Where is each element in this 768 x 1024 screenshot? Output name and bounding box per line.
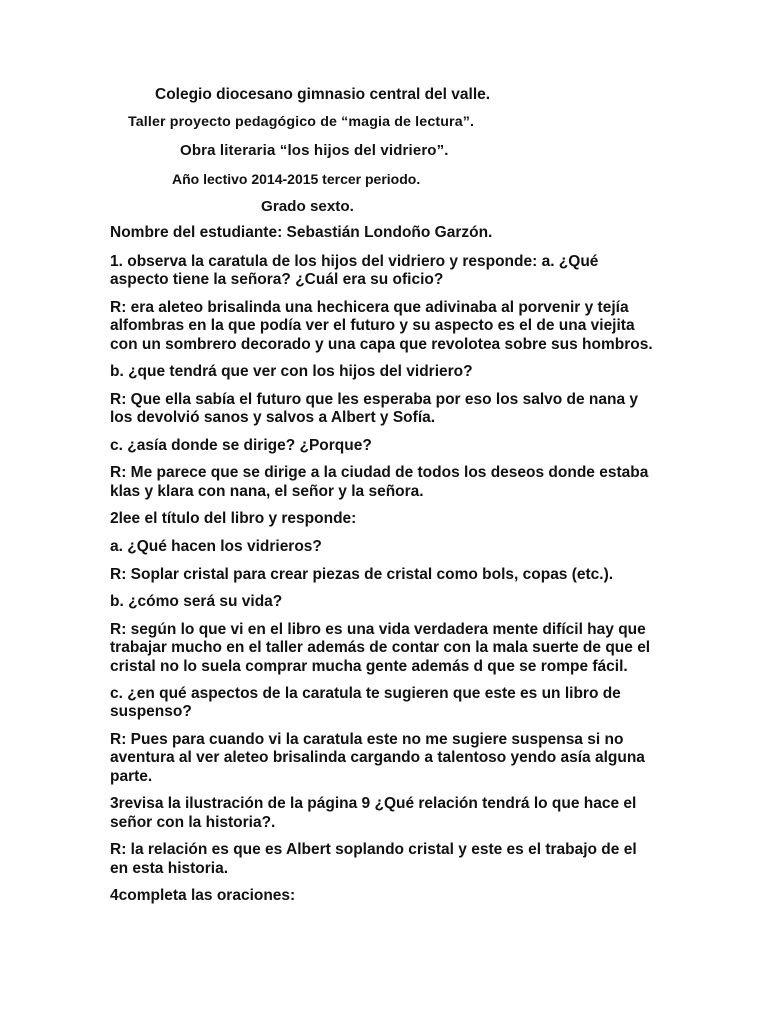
- text-line: c. ¿en qué aspectos de la caratula te sugieren que este es un libro de: [110, 685, 621, 703]
- grade-label: Grado sexto.: [261, 198, 354, 215]
- text-line: klas y klara con nana, el señor y la señora.: [110, 482, 424, 500]
- text-line: R: Que ella sabía el futuro que les esperaba por eso los salvo de nana y: [110, 390, 639, 408]
- question-1c: [110, 437, 730, 455]
- question-1: [110, 253, 730, 290]
- school-name: Colegio diocesano gimnasio central del valle.: [155, 86, 491, 103]
- question-2: [110, 510, 730, 528]
- text-line: alfombras en la que podía ver el futuro y su aspecto es el de una viejita: [110, 317, 635, 335]
- text-line: 4completa las oraciones:: [110, 887, 296, 905]
- text-line: cristal no lo suela comprar mucha gente además d que se rompe fácil.: [110, 657, 628, 675]
- worksheet-body: [110, 253, 730, 915]
- text-line: los devolvió sanos y salvos a Albert y Sofía.: [110, 409, 436, 427]
- text-line: R: era aleteo brisalinda una hechicera que adivinaba al porvenir y tejía: [110, 298, 629, 316]
- text-line: aventura al ver aleteo brisalinda cargando a talentoso yendo asía alguna: [110, 749, 645, 767]
- text-line: parte.: [110, 767, 153, 785]
- text-line: c. ¿asía donde se dirige? ¿Porque?: [110, 436, 372, 454]
- question-1b: [110, 363, 730, 381]
- text-line: a. ¿Qué hacen los vidrieros?: [110, 538, 322, 555]
- student-name-line: Nombre del estudiante: Sebastián Londoño Garzón.: [110, 224, 493, 241]
- literary-work-title: Obra literaria “los hijos del vidriero”.: [180, 142, 449, 159]
- question-2c: [110, 685, 730, 722]
- answer-1a: [110, 299, 730, 354]
- text-line: trabajar mucho en el taller además de contar con la mala suerte de que el: [110, 639, 651, 657]
- question-2a: [110, 538, 730, 556]
- text-line: aspecto tiene la señora? ¿Cuál era su oficio?: [110, 271, 444, 289]
- text-line: R: la relación es que es Albert soplando cristal y este es el trabajo de el: [110, 841, 637, 859]
- text-line: 1. observa la caratula de los hijos del vidriero y responde: a. ¿Qué: [110, 253, 599, 270]
- text-line: 2lee el título del libro y responde:: [110, 510, 357, 528]
- text-line: suspenso?: [110, 703, 192, 721]
- answer-1c: [110, 464, 730, 501]
- text-line: R: según lo que vi en el libro es una vida verdadera mente difícil hay que: [110, 620, 646, 638]
- text-line: b. ¿cómo será su vida?: [110, 593, 283, 611]
- question-2b: [110, 593, 730, 611]
- text-line: en esta historia.: [110, 859, 229, 877]
- project-title: Taller proyecto pedagógico de “magia de lectura”.: [128, 114, 475, 130]
- answer-2c: [110, 731, 730, 786]
- text-line: R: Pues para cuando vi la caratula este no me sugiere suspensa si no: [110, 731, 624, 749]
- text-line: R: Me parece que se dirige a la ciudad de todos los deseos donde estaba: [110, 464, 649, 482]
- school-year: Año lectivo 2014-2015 tercer periodo.: [172, 171, 421, 187]
- text-line: con un sombrero decorado y una capa que revolotea sobre sus hombros.: [110, 335, 653, 353]
- text-line: 3revisa la ilustración de la página 9 ¿Qué relación tendrá lo que hace el: [110, 795, 637, 813]
- question-3: [110, 795, 730, 832]
- question-4: [110, 887, 730, 905]
- answer-2b: [110, 621, 730, 676]
- text-line: b. ¿que tendrá que ver con los hijos del vidriero?: [110, 363, 473, 381]
- answer-1b: [110, 391, 730, 428]
- text-line: R: Soplar cristal para crear piezas de cristal como bols, copas (etc.).: [110, 565, 614, 583]
- answer-2a: [110, 566, 730, 584]
- text-line: señor con la historia?.: [110, 813, 276, 831]
- answer-3: [110, 841, 730, 878]
